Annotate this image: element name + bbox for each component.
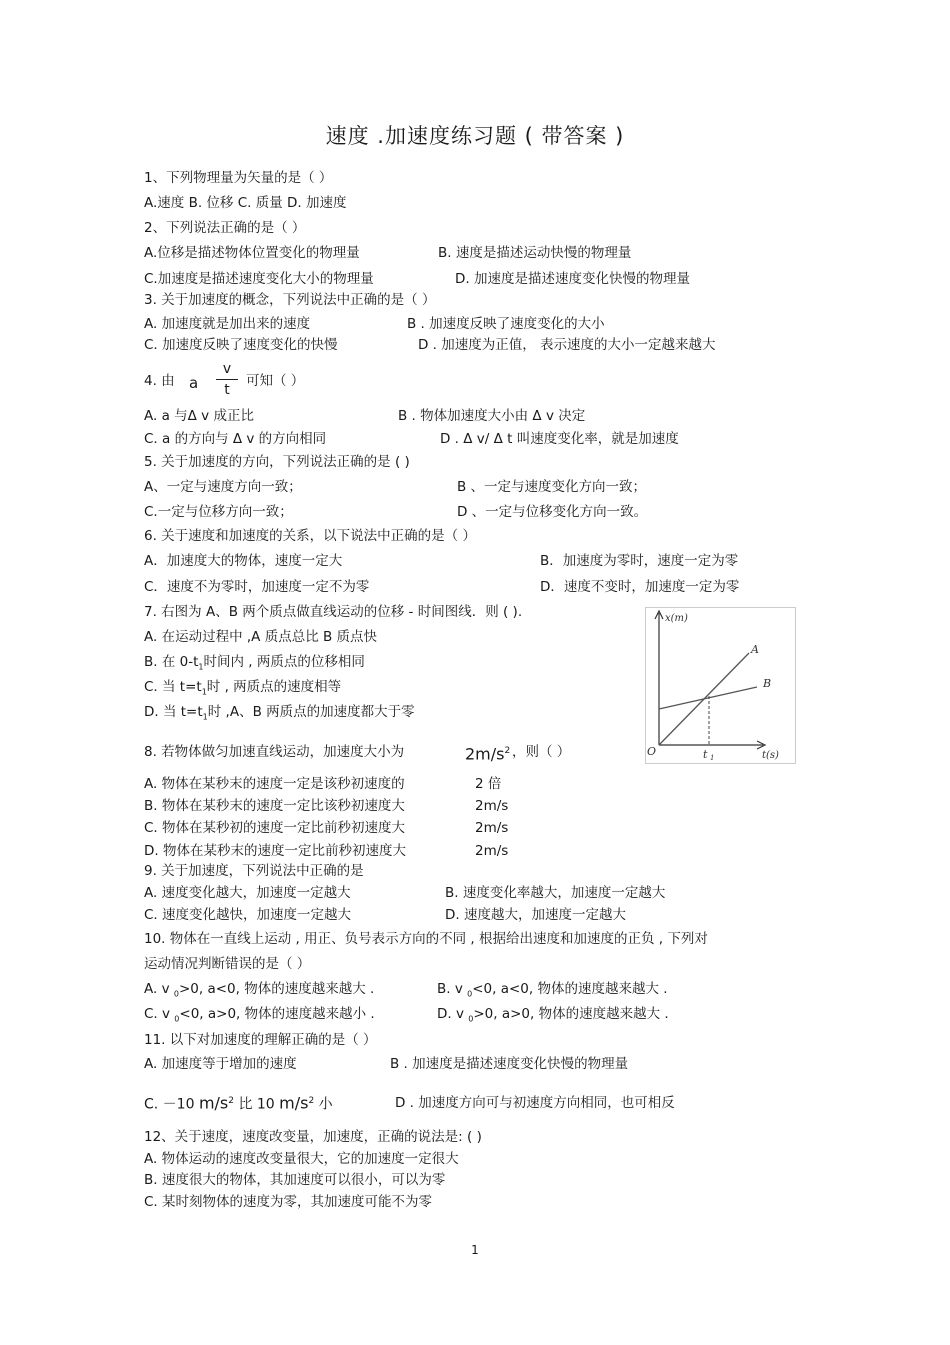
q2-option-c: C.加速度是描述速度变化大小的物理量 [144,271,374,287]
q5-stem: 5. 关于加速度的方向，下列说法正确的是 ( ) [144,454,410,470]
page-title: 速度 .加速度练习题 ( 带答案 ) [325,124,625,148]
q7-option-b: B. 在 $0-t_1$时间内 , 两质点的位移相同 [144,654,365,672]
q2-option-b: B. 速度是描述运动快慢的物理量 [438,245,632,261]
q11-option-b: B . 加速度是描述速度变化快慢的物理量 [390,1056,629,1072]
q3-stem: 3. 关于加速度的概念，下列说法中正确的是（ ） [144,292,436,308]
q4-suffix: 可知（ ） [246,373,305,389]
q3-option-d: D . 加速度为正值， 表示速度的大小一定越来越大 [418,337,716,353]
q8-stem-prefix: 8. 若物体做匀加速直线运动，加速度大小为 [144,744,405,760]
q8-stem-suffix: ，则（ ） [512,744,571,760]
q12-option-b: B. 速度很大的物体，其加速度可以很小，可以为零 [144,1172,446,1188]
q11-stem: 11. 以下对加速度的理解正确的是（ ） [144,1032,377,1048]
q12-stem: 12、关于速度，速度改变量，加速度，正确的说法是: ( ) [144,1129,482,1145]
x-axis-label: t(s) [762,750,779,761]
q6-option-d: D．速度不变时，加速度一定为零 [540,579,740,595]
line-b [659,687,757,709]
q7-option-a: A. 在运动过程中 ,A 质点总比 B 质点快 [144,629,378,645]
q4-denominator: t [224,382,230,398]
line-b-label: B [763,677,772,690]
q9-stem: 9. 关于加速度，下列说法中正确的是 [144,863,364,879]
q8-option-c-value: 2m/s [475,820,509,836]
q5-option-b: B 、一定与速度变化方向一致； [457,479,647,495]
q9-option-d: D. 速度越大，加速度一定越大 [445,907,626,923]
q7-option-d: D. 当 $t=t_1$时 ,A、B 两质点的加速度都大于零 [144,704,415,722]
q6-option-c: C．速度不为零时，加速度一定不为零 [144,579,370,595]
q2-option-a: A.位移是描述物体位置变化的物理量 [144,245,360,261]
q10-option-b: B. v $_0$<0, a<0, 物体的速度越来越大 . [437,981,668,999]
q5-option-c: C.一定与位移方向一致； [144,504,293,520]
graph-frame [646,608,796,764]
q10-stem-line2: 运动情况判断错误的是（ ） [144,956,311,972]
q6-stem: 6. 关于速度和加速度的关系，以下说法中正确的是（ ） [144,528,476,544]
q8-option-a: A. 物体在某秒末的速度一定是该秒初速度的 [144,776,405,792]
q4-option-a: A. a 与Δ v 成正比 [144,408,254,424]
q3-option-c: C. 加速度反映了速度变化的快慢 [144,337,338,353]
q3-option-a: A. 加速度就是加出来的速度 [144,316,311,332]
t1-label: t [703,748,708,761]
q4-option-b: B . 物体加速度大小由 Δ v 决定 [398,408,586,424]
origin-label: O [647,745,657,758]
q8-acceleration: $2m/s^2$ [465,744,511,764]
q4-fraction [216,360,238,399]
q8-option-d-value: 2m/s [475,843,509,859]
y-axis-label: x(m) [665,613,688,624]
fraction-bar [216,379,238,380]
q5-option-a: A、一定与速度方向一致； [144,479,302,495]
q7-option-c: C. 当 $t=t_1$时 , 两质点的速度相等 [144,679,342,697]
line-a-label: A [751,643,759,656]
q11-option-d: D . 加速度方向可与初速度方向相同，也可相反 [395,1095,675,1111]
t1-subscript: 1 [710,754,715,762]
q2-stem: 2、下列说法正确的是（ ） [144,220,306,236]
q8-option-b: B. 物体在某秒末的速度一定比该秒初速度大 [144,798,405,814]
q10-stem-line1: 10. 物体在一直线上运动 , 用正、负号表示方向的不同 , 根据给出速度和加速度的正负 , 下列对 [144,931,708,947]
q7-stem: 7. 右图为 A、B 两个质点做直线运动的位移 - 时间图线．则 ( ). [144,604,523,620]
q2-option-d: D. 加速度是描述速度变化快慢的物理量 [455,271,690,287]
q4-option-c: C. a 的方向与 Δ v 的方向相同 [144,431,327,447]
q8-option-c: C. 物体在某秒初的速度一定比前秒初速度大 [144,820,406,836]
q10-option-d: D. v $_0$>0, a>0, 物体的速度越来越大 . [437,1006,669,1024]
q5-option-d: D 、一定与位移变化方向一致。 [457,504,648,520]
q10-option-a: A. v $_0$>0, a<0, 物体的速度越来越大 . [144,981,375,999]
q4-a-symbol: a [189,374,199,392]
q9-option-c: C. 速度变化越快，加速度一定越大 [144,907,352,923]
q3-option-b: B . 加速度反映了速度变化的大小 [407,316,605,332]
q4-option-d: D . Δ v/ Δ t 叫速度变化率，就是加速度 [440,431,679,447]
q12-option-c: C. 某时刻物体的速度为零，其加速度可能不为零 [144,1194,433,1210]
q12-option-a: A. 物体运动的速度改变量很大，它的加速度一定很大 [144,1151,459,1167]
q1-stem: 1、下列物理量为矢量的是（ ） [144,170,333,186]
page-number: 1 [471,1243,479,1257]
q9-option-b: B. 速度变化率越大，加速度一定越大 [445,885,666,901]
q6-option-b: B．加速度为零时，速度一定为零 [540,553,739,569]
q11-option-c: C. －10 $m/s^2$ 比 10 $m/s^2$ 小 [144,1093,333,1113]
q1-options: A.速度 B. 位移 C. 质量 D. 加速度 [144,195,347,211]
q9-option-a: A. 速度变化越大，加速度一定越大 [144,885,351,901]
q6-option-a: A．加速度大的物体，速度一定大 [144,553,343,569]
q8-option-d: D. 物体在某秒末的速度一定比前秒初速度大 [144,843,406,859]
displacement-time-graph [645,607,796,764]
q4-prefix: 4. 由 [144,373,175,389]
q8-option-b-value: 2m/s [475,798,509,814]
q11-option-a: A. 加速度等于增加的速度 [144,1056,297,1072]
q8-option-a-value: 2 倍 [475,776,502,792]
q4-numerator: v [222,361,232,377]
q10-option-c: C. v $_0$<0, a>0, 物体的速度越来越小 . [144,1006,375,1024]
